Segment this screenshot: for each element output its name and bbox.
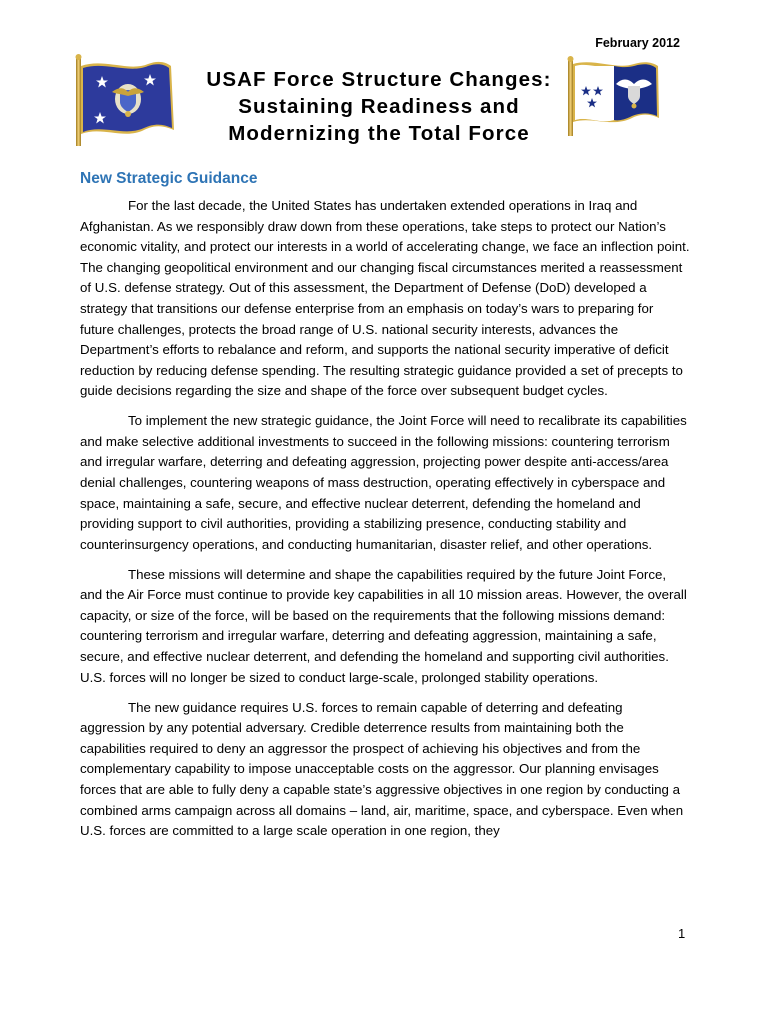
paragraph-3: These missions will determine and shape the capabilities required by the future Joint Force, and the Air Force must continue to provide key capabilities in all 10 mission areas. However, the overall capacity, or size of the force, will be based on the requirements that the following missions demand: countering terrorism and irregular warfare, deterring and defeating aggression, maintaining a safe, secure, and effective nuclear deterrent, and defending the homeland and supporting civil authorities. U.S. forces will no longer be sized to conduct large-scale, prolonged stability operations. — [80, 566, 687, 685]
document-title — [170, 66, 588, 147]
body-text — [80, 196, 690, 851]
paragraph-4: The new guidance requires U.S. forces to remain capable of deterring and defeating aggression by any potential adversary. Credible deterrence results from maintaining both the capabilities required to deny an aggressor the prospect of achieving his objectives and from the complementary capability to impose unacceptable costs on the aggressor. Our planning envisages forces that are able to fully deny a capable state’s aggressive objectives in one region by conducting a combined arms campaign across all domains – land, air, maritime, space, and cyberspace. Even when U.S. forces are committed to a large scale operation in one region, they — [80, 699, 684, 839]
title-line-3: Modernizing the Total Force — [228, 122, 530, 145]
title-line-2: Sustaining Readiness and — [238, 95, 520, 118]
usaf-flag-icon — [74, 54, 178, 150]
title-line-1: USAF Force Structure Changes: — [206, 68, 552, 91]
section-heading: New Strategic Guidance — [80, 170, 258, 187]
document-date: February 2012 — [595, 36, 680, 50]
paragraph-2: To implement the new strategic guidance, the Joint Force will need to recalibrate its capabilities and make selective additional investments to succeed in the following missions: countering terrorism and irregular warfare, deterring and defeating aggression, projecting power despite anti-access/area denial challenges, countering weapons of mass destruction, operating effectively in cyberspace and space, maintaining a safe, secure, and effective nuclear deterrent, defending the homeland and providing support to civil authorities, providing a stabilizing presence, conducting stability and counterinsurgency operations, and conducting humanitarian, disaster relief, and other operations. — [80, 413, 687, 552]
page-number: 1 — [678, 926, 686, 941]
paragraph-1: For the last decade, the United States has undertaken extended operations in Iraq and Afghanistan. As we responsibly draw down from these operations, take steps to protect our Nation’s economic vitality, and protect our interests in a world of accelerating change, we face an inflection point. The changing geopolitical environment and our changing fiscal circumstances merited a reassessment of U.S. defense strategy. Out of this assessment, the Department of Defense (DoD) developed a strategy that transitions our defense enterprise from an emphasis on today’s wars to preparing for future challenges, protects the broad range of U.S. national security interests, advances the Department’s efforts to rebalance and reform, and supports the national security imperative of deficit reduction by reducing defense spending. The resulting strategic guidance provided a set of precepts to guide decisions regarding the size and shape of the force over subsequent budget cycles. — [80, 198, 690, 399]
